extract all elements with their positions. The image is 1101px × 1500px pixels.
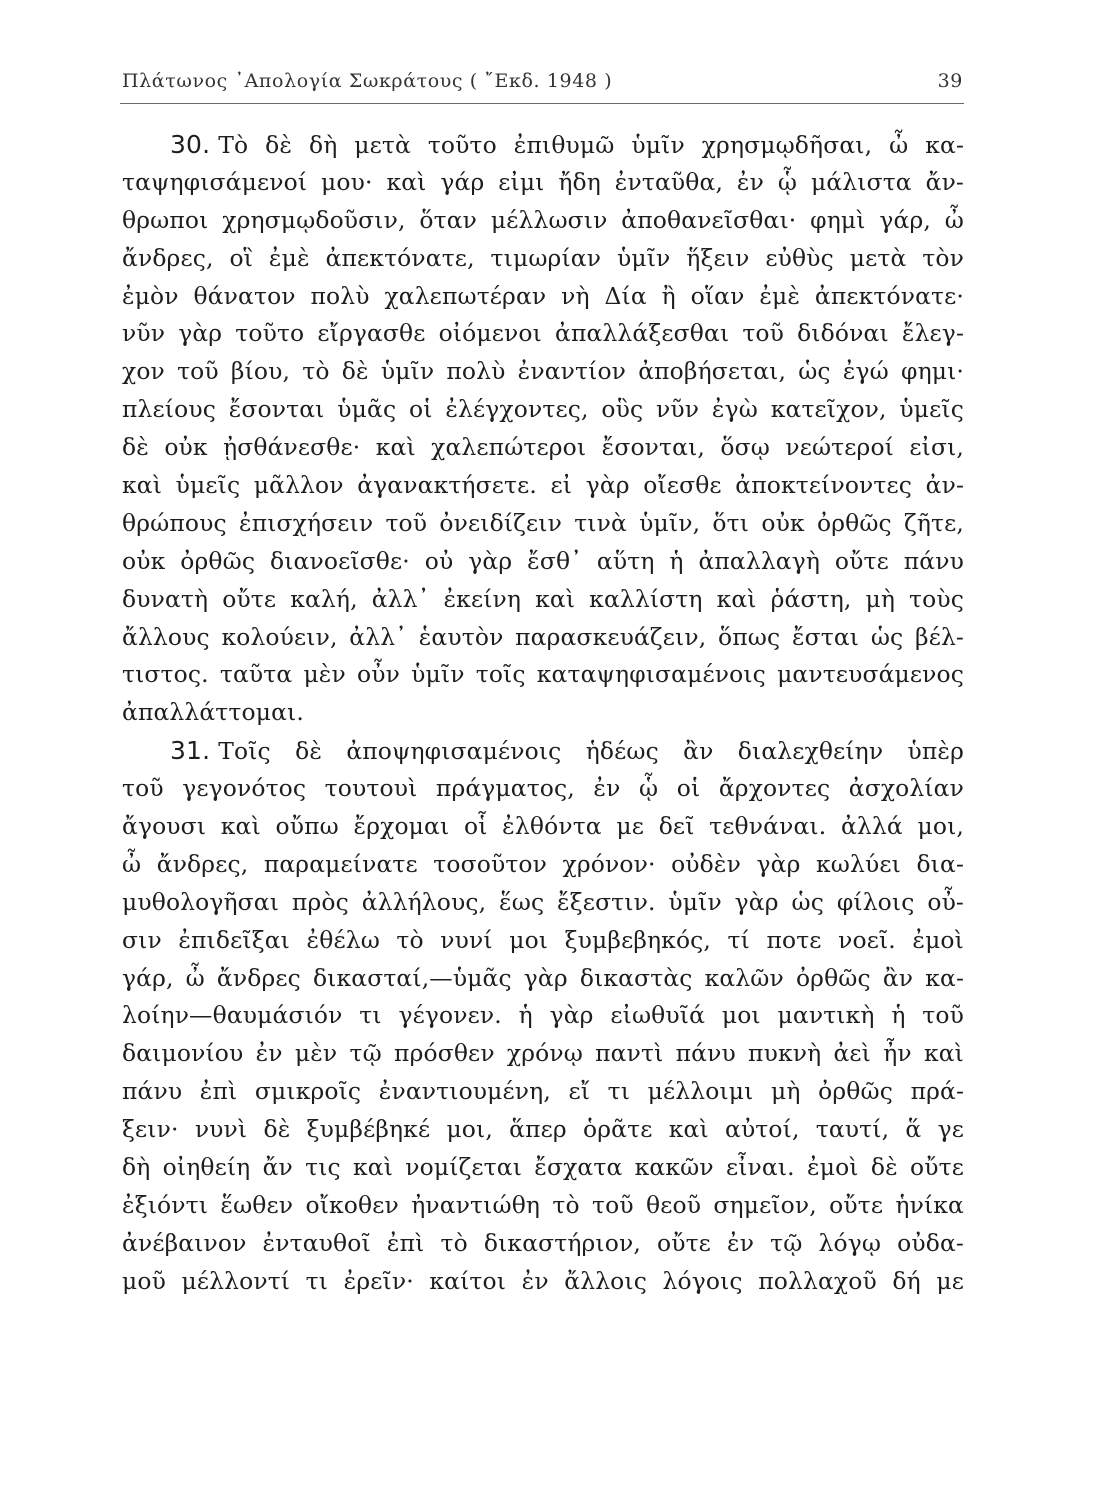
text-line: δὴ οἰηθείη ἄν τις καὶ νομίζεται ἔσχατα κακῶν εἶναι. ἐμοὶ δὲ οὔτε bbox=[122, 1153, 964, 1182]
text-line: θρωποι χρησμῳδοῦσιν, ὅταν μέλλωσιν ἀποθανεῖσθαι· φημὶ γάρ, ὦ bbox=[122, 205, 964, 234]
text-line: ἄνδρες, οἳ ἐμὲ ἀπεκτόνατε, τιμωρίαν ὑμῖν ἥξειν εὐθὺς μετὰ τὸν bbox=[122, 243, 964, 272]
text-line: ἄλλους κολούειν, ἀλλ᾽ ἑαυτὸν παρασκευάζειν, ὅπως ἔσται ὡς βέλ- bbox=[122, 622, 964, 651]
text-line: ἀνέβαινον ἐνταυθοῖ ἐπὶ τὸ δικαστήριον, οὔτε ἐν τῷ λόγῳ οὐδα- bbox=[122, 1228, 964, 1257]
text-line: νῦν γὰρ τοῦτο εἴργασθε οἰόμενοι ἀπαλλάξεσθαι τοῦ διδόναι ἔλεγ- bbox=[122, 319, 964, 348]
text-line: μυθολογῆσαι πρὸς ἀλλήλους, ἕως ἔξεστιν. ὑμῖν γὰρ ὡς φίλοις οὖ- bbox=[122, 887, 964, 916]
text-line: πλείους ἔσονται ὑμᾶς οἱ ἐλέγχοντες, οὓς νῦν ἐγὼ κατεῖχον, ὑμεῖς bbox=[122, 395, 964, 424]
text-line: ξειν· νυνὶ δὲ ξυμβέβηκέ μοι, ἅπερ ὁρᾶτε καὶ αὐτοί, ταυτί, ἅ γε bbox=[122, 1115, 964, 1144]
text-line: ἐξιόντι ἕωθεν οἴκοθεν ἠναντιώθη τὸ τοῦ θεοῦ σημεῖον, οὔτε ἡνίκα bbox=[122, 1190, 964, 1219]
text-line: 30. Τὸ δὲ δὴ μετὰ τοῦτο ἐπιθυμῶ ὑμῖν χρησμῳδῆσαι, ὦ κα- bbox=[170, 130, 964, 159]
text-line: μοῦ μέλλοντί τι ἐρεῖν· καίτοι ἐν ἄλλοις λόγοις πολλαχοῦ δή με bbox=[122, 1266, 964, 1295]
text-line: 31. Τοῖς δὲ ἀποψηφισαμένοις ἡδέως ἂν διαλεχθείην ὑπὲρ bbox=[170, 736, 964, 766]
text-line: λοίην—θαυμάσιόν τι γέγονεν. ἡ γὰρ εἰωθυῖά μοι μαντικὴ ἡ τοῦ bbox=[122, 1001, 964, 1030]
header-rule bbox=[120, 103, 964, 104]
text-line: γάρ, ὦ ἄνδρες δικασταί,—ὑμᾶς γὰρ δικαστὰς καλῶν ὀρθῶς ἂν κα- bbox=[122, 963, 964, 992]
text-line: θρώπους ἐπισχήσειν τοῦ ὀνειδίζειν τινὰ ὑμῖν, ὅτι οὐκ ὀρθῶς ζῆτε, bbox=[122, 508, 964, 537]
text-line: τοῦ γεγονότος τουτουὶ πράγματος, ἐν ᾧ οἱ ἄρχοντες ἀσχολίαν bbox=[122, 774, 964, 803]
section-number: 31. bbox=[170, 736, 211, 766]
text-line: τιστος. ταῦτα μὲν οὖν ὑμῖν τοῖς καταψηφισαμένοις μαντευσάμενος bbox=[122, 660, 964, 689]
text-line: ἀπαλλάττομαι. bbox=[122, 698, 304, 727]
text-line: χον τοῦ βίου, τὸ δὲ ὑμῖν πολὺ ἐναντίον ἀποβήσεται, ὡς ἐγώ φημι· bbox=[122, 357, 964, 386]
text-line: ἄγουσι καὶ οὔπω ἔρχομαι οἷ ἐλθόντα με δεῖ τεθνάναι. ἀλλά μοι, bbox=[122, 812, 964, 841]
text-line: δαιμονίου ἐν μὲν τῷ πρόσθεν χρόνῳ παντὶ πάνυ πυκνὴ ἀεὶ ἦν καὶ bbox=[122, 1039, 964, 1068]
text-line: δυνατὴ οὔτε καλή, ἀλλ᾽ ἐκείνη καὶ καλλίστη καὶ ῥάστη, μὴ τοὺς bbox=[122, 584, 964, 613]
text-line: οὐκ ὀρθῶς διανοεῖσθε· οὐ γὰρ ἔσθ᾽ αὕτη ἡ ἀπαλλαγὴ οὔτε πάνυ bbox=[122, 546, 964, 575]
running-header bbox=[122, 70, 963, 92]
page-number: 39 bbox=[937, 70, 963, 92]
running-title: Πλάτωνος ᾿Απολογία Σωκράτους ( ῎Εκδ. 1948 ) bbox=[122, 70, 613, 92]
text-line: δὲ οὐκ ᾐσθάνεσθε· καὶ χαλεπώτεροι ἔσονται, ὅσῳ νεώτεροί εἰσι, bbox=[122, 433, 964, 462]
text-line: σιν ἐπιδεῖξαι ἐθέλω τὸ νυνί μοι ξυμβεβηκός, τί ποτε νοεῖ. ἐμοὶ bbox=[122, 925, 964, 954]
text-line: ἐμὸν θάνατον πολὺ χαλεπωτέραν νὴ Δία ἢ οἵαν ἐμὲ ἀπεκτόνατε· bbox=[122, 281, 964, 310]
section-number: 30. bbox=[170, 130, 211, 159]
text-line: καὶ ὑμεῖς μᾶλλον ἀγανακτήσετε. εἰ γὰρ οἴεσθε ἀποκτείνοντες ἀν- bbox=[122, 471, 964, 500]
text-line: ὦ ἄνδρες, παραμείνατε τοσοῦτον χρόνον· οὐδὲν γὰρ κωλύει δια- bbox=[122, 849, 964, 878]
text-line: πάνυ ἐπὶ σμικροῖς ἐναντιουμένη, εἴ τι μέλλοιμι μὴ ὀρθῶς πρά- bbox=[122, 1077, 964, 1106]
text-line: ταψηφισάμενοί μου· καὶ γάρ εἰμι ἤδη ἐνταῦθα, ἐν ᾧ μάλιστα ἄν- bbox=[122, 167, 964, 196]
main-text bbox=[122, 126, 964, 1301]
